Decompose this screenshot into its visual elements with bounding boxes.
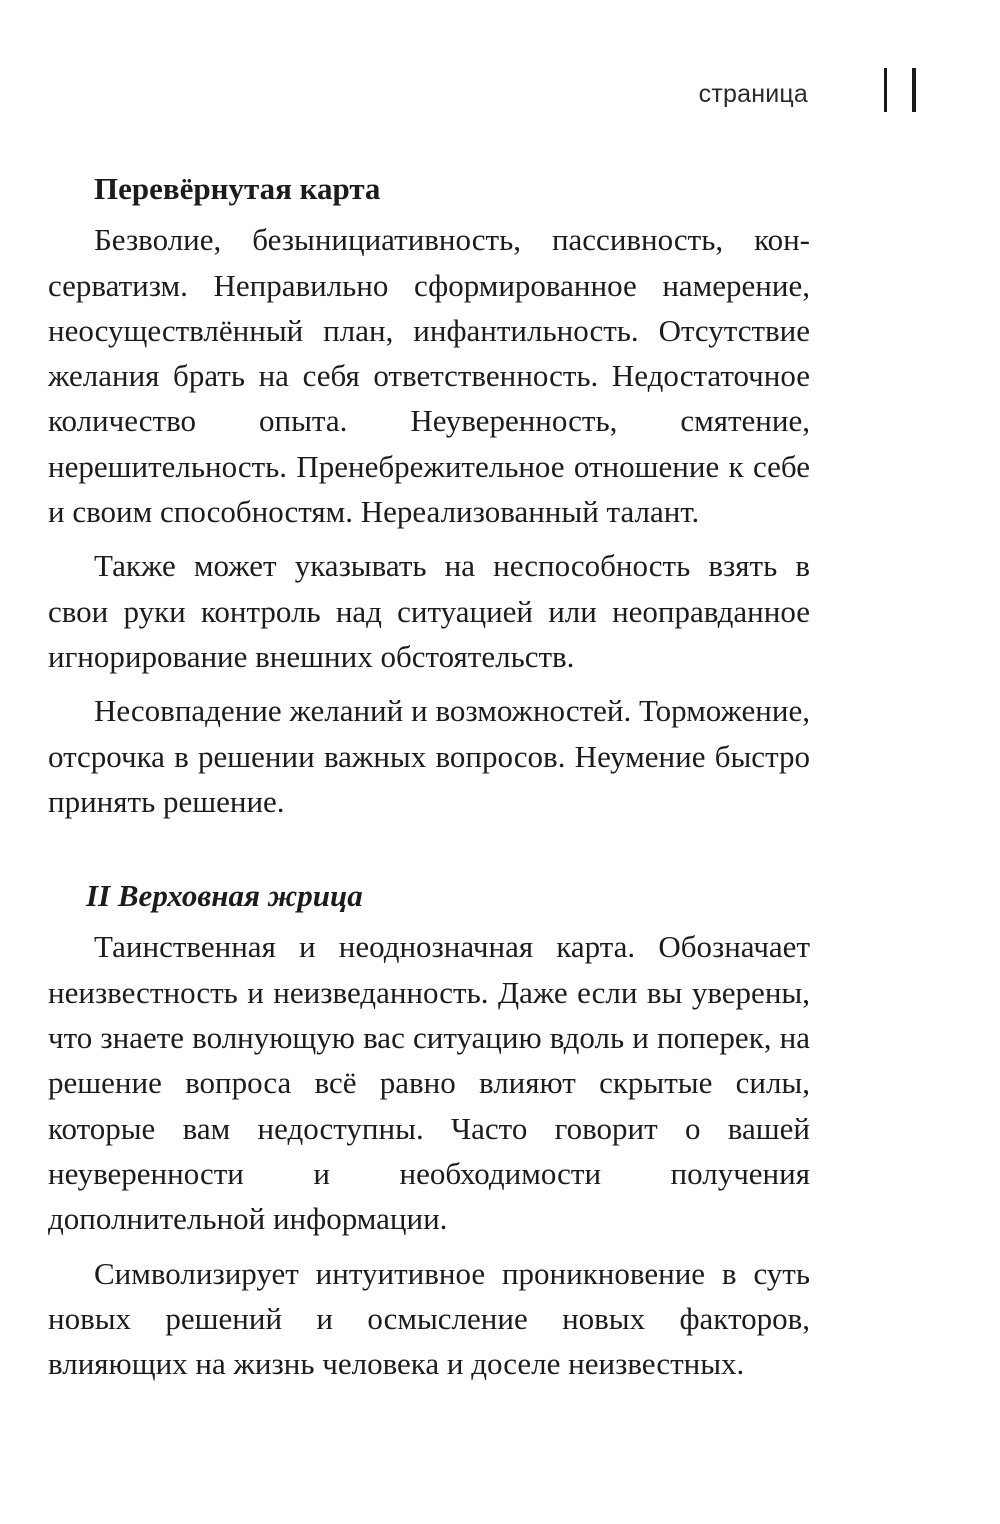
paragraph: Таинственная и неоднозначная карта. Обозначает неизвестность и неизведанность. Даже если вы уверены, что знаете волнующую вас ситуацию вдоль и поперек, на решение вопроса всё равно влияют скрытые силы, которые вам недоступны. Часто говорит о вашей неуверенности и необходимости получения дополнительной информации. [48, 929, 810, 1237]
section-heading-reversed-card: Перевёрнутая карта [94, 171, 381, 206]
running-head: страница [698, 80, 808, 108]
paragraph: Символизирует интуитивное проникновение в суть новых решений и осмысление новых факторов, влияющих на жизнь человека и доселе неизвестных. [48, 1255, 810, 1382]
paragraph: Безволие, безынициативность, пассивность, консерватизм. Неправильно сформированное намерение, неосуществлённый план, инфантильность. Отсутствие желания брать на себя ответственность. Недостаточное количество опыта. Неуверенность, смятение, нерешительность. Пренебрежительное отношение к себе и своим способностям. Нереализованный талант. [48, 222, 810, 530]
page-edge-mark [912, 68, 916, 112]
section-heading-high-priestess: II Верховная жрица [86, 878, 363, 914]
paragraph: Также может указывать на неспособность взять в свои руки контроль над ситуацией или неоправданное игнорирование внешних обстоятельств. [48, 548, 810, 674]
page-body [48, 166, 810, 1395]
paragraph: Несовпадение желаний и возможностей. Торможение, отсрочка в решении важных вопросов. Неумение быстро принять решение. [48, 693, 810, 819]
page-edge-mark [884, 68, 887, 112]
